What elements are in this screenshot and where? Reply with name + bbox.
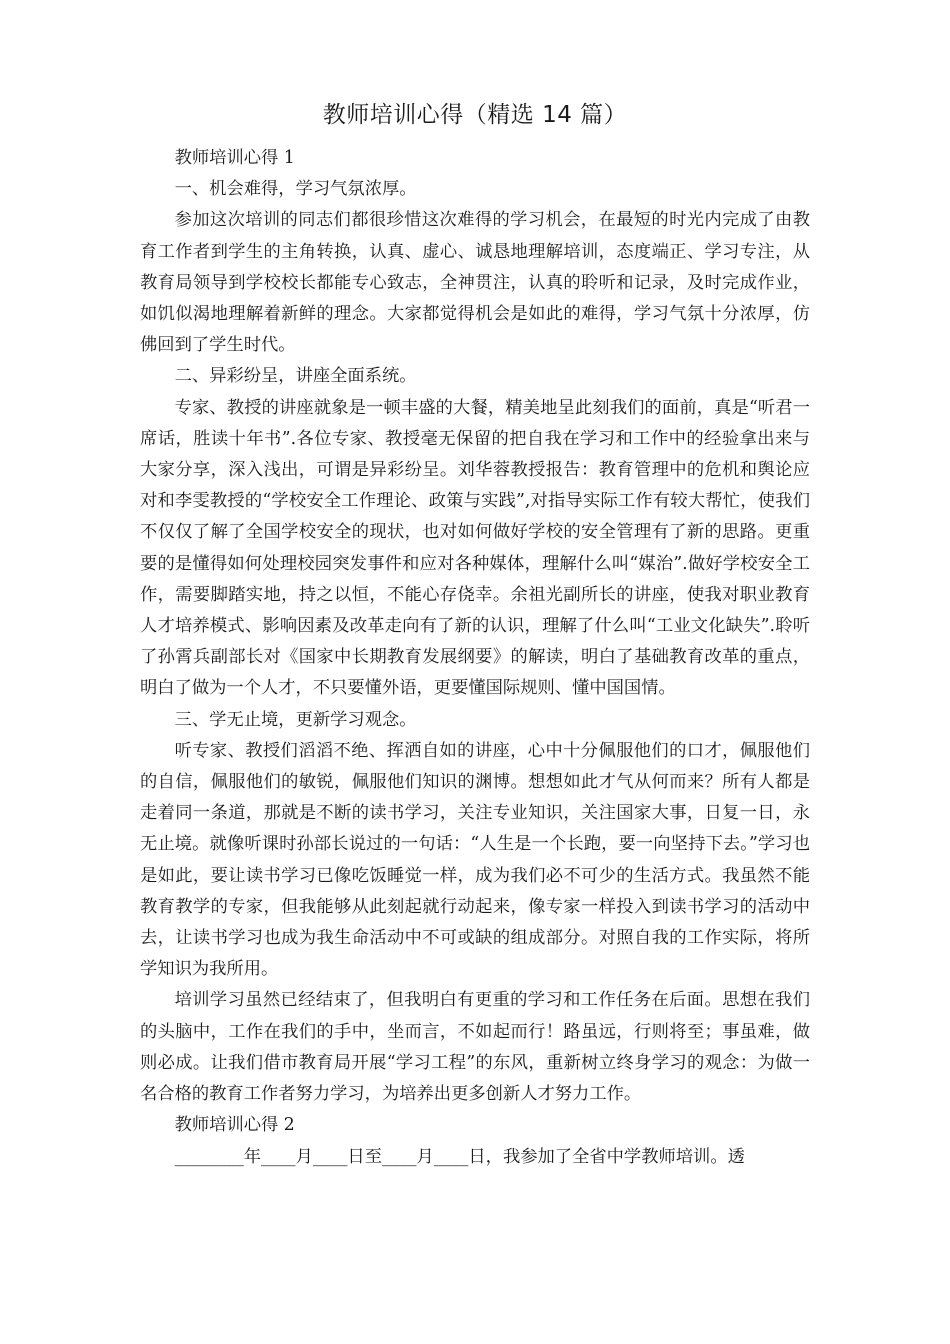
body-paragraph: 培训学习虽然已经结束了，但我明白有更重的学习和工作任务在后面。思想在我们的头脑中，工作在我们的手中，坐而言，不如起而行！路虽远，行则将至；事虽难，做则必成。让我们借市教育局开展“学习工程”的东风，重新树立终身学习的观念：为做一名合格的教育工作者努力学习，为培养出更多创新人才努力工作。 bbox=[140, 990, 810, 1105]
body-paragraph: 听专家、教授们滔滔不绝、挥洒自如的讲座，心中十分佩服他们的口才，佩服他们的自信，佩服他们的敏锐，佩服他们知识的渊博。想想如此才气从何而来？所有人都是走着同一条道，那就是不断的读书学习，关注专业知识，关注国家大事，日复一日，永无止境。就像听课时孙部长说过的一句话：“人生是一个长跑，要一向坚持下去。”学习也是如此，要让读书学习已像吃饭睡觉一样，成为我们必不可少的生活方式。我虽然不能教育教学的专家，但我能够从此刻起就行动起来，像专家一样投入到读书学习的活动中去，让读书学习也成为我生命活动中不可或缺的组成部分。对照自我的工作实际，将所学知识为我所用。 bbox=[140, 740, 810, 980]
body-paragraph: ________年____月____日至____月____日，我参加了全省中学教师培训。透 bbox=[174, 1146, 745, 1167]
section-heading: 三、学无止境，更新学习观念。 bbox=[174, 709, 417, 730]
document-title: 教师培训心得（精选 14 篇） bbox=[322, 102, 628, 128]
section-title: 教师培训心得 1 bbox=[174, 148, 295, 168]
section-title: 教师培训心得 2 bbox=[174, 1115, 295, 1136]
document-page bbox=[140, 100, 810, 1173]
body-paragraph: 专家、教授的讲座就象是一顿丰盛的大餐，精美地呈此刻我们的面前，真是“听君一席话，胜读十年书”.各位专家、教授毫无保留的把自我在学习和工作中的经验拿出来与大家分享，深入浅出，可谓是异彩纷呈。刘华蓉教授报告：教育管理中的危机和舆论应对和李雯教授的“学校安全工作理论、政策与实践”,对指导实际工作有较大帮忙，使我们不仅仅了解了全国学校安全的现状，也对如何做好学校的安全管理有了新的思路。更重要的是懂得如何处理校园突发事件和应对各种媒体，理解什么叫“媒治”.做好学校安全工作，需要脚踏实地，持之以恒，不能心存侥幸。余祖光副所长的讲座，使我对职业教育人才培养模式、影响因素及改革走向有了新的认识，理解了什么叫“工业文化缺失”.聆听了孙霄兵副部长对《国家中长期教育发展纲要》的解读，明白了基础教育改革的重点，明白了做为一个人才，不只要懂外语，更要懂国际规则、懂中国国情。 bbox=[140, 397, 810, 699]
section-heading: 二、异彩纷呈，讲座全面系统。 bbox=[174, 366, 417, 387]
body-paragraph: 参加这次培训的同志们都很珍惜这次难得的学习机会，在最短的时光内完成了由教育工作者到学生的主角转换，认真、虚心、诚恳地理解培训，态度端正、学习专注，从教育局领导到学校校长都能专心致志，全神贯注，认真的聆听和记录，及时完成作业，如饥似渴地理解着新鲜的理念。大家都觉得机会是如此的难得，学习气氛十分浓厚，仿佛回到了学生时代。 bbox=[140, 210, 810, 356]
section-heading: 一、机会难得，学习气氛浓厚。 bbox=[174, 179, 417, 200]
